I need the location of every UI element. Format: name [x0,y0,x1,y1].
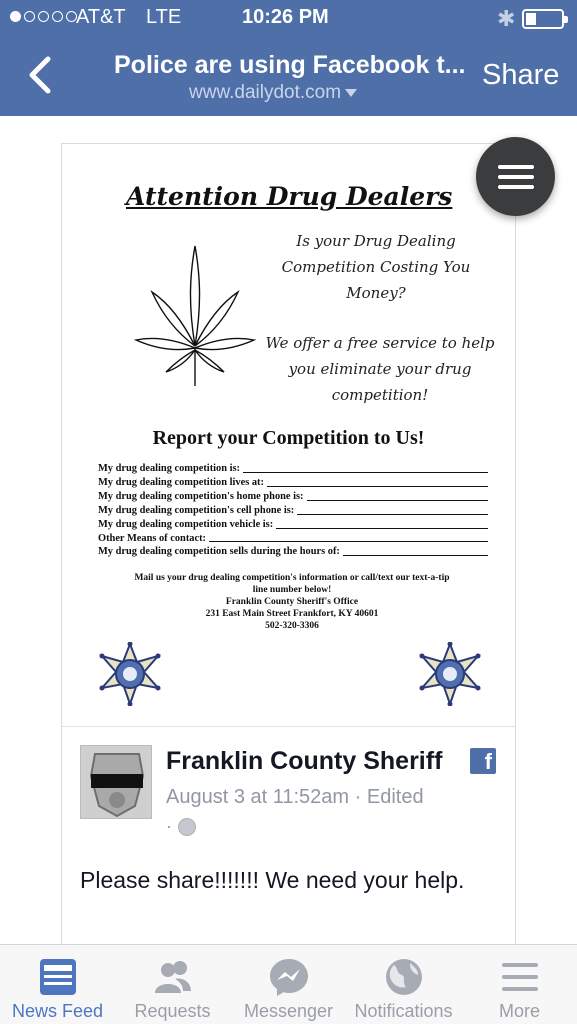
form-line [98,476,488,490]
poster-mail-line: Mail us your drug dealing competition's information or call/text our text-a-tip [134,573,450,583]
share-button[interactable]: Share [482,59,560,91]
sheriff-star-badge-icon [416,642,484,706]
poster-headline: Attention Drug Dealers [126,182,453,211]
friend-requests-icon [153,957,193,997]
poster-form [98,462,488,559]
poster-question: Is your Drug Dealing Competition Costing You Money? [281,232,471,302]
signal-strength-icon [10,11,77,22]
messenger-icon [269,957,309,997]
network-type: LTE [146,6,182,28]
carrier-name: AT&T [76,6,126,28]
post-privacy [166,816,196,837]
sheriff-star-badge-icon [96,642,164,706]
form-line-label: My drug dealing competition's home phone is: [98,490,304,502]
menu-icon [500,957,540,997]
form-line [98,462,488,476]
poster-office: Franklin County Sheriff's Office [225,597,359,607]
facebook-icon: f [470,748,496,774]
news-feed-icon [38,957,78,997]
poster-contact-block [92,572,492,632]
poster-address: 231 East Main Street Frankfort, KY 40601 [205,609,379,619]
caret-down-icon [345,89,357,97]
poster-mail-line: line number below! [252,585,332,595]
tab-label: More [498,1001,540,1021]
bluetooth-icon: ✱ [497,6,516,31]
tab-messenger[interactable] [231,945,346,1024]
battery-icon [522,9,564,29]
menu-button[interactable] [476,137,555,216]
post-card [61,143,516,963]
cannabis-leaf-icon [134,244,256,389]
sheriff-badge-photo-icon [81,746,152,819]
post-image[interactable] [62,144,515,727]
privacy-separator: · [166,816,172,836]
form-line [98,504,488,518]
bottom-tab-bar [0,944,577,1024]
form-line-label: My drug dealing competition's cell phone is: [98,504,295,516]
poster-report-heading: Report your Competition to Us! [152,427,425,449]
form-line-label: My drug dealing competition sells during the hours of: [98,546,340,558]
tab-label: Notifications [354,1001,453,1021]
tab-notifications[interactable] [346,945,461,1024]
status-time: 10:26 PM [242,6,329,28]
url-dropdown[interactable] [189,82,357,104]
hamburger-icon [498,165,534,169]
form-line [98,545,488,559]
public-globe-icon [178,818,196,836]
url-text: www.dailydot.com [189,82,342,103]
form-line-label: My drug dealing competition vehicle is: [98,518,274,530]
tab-more[interactable] [462,945,577,1024]
page-avatar[interactable] [80,745,152,819]
tab-news-feed[interactable] [0,945,115,1024]
form-line [98,518,488,532]
post-message: Please share!!!!!!! We need your help. [80,867,465,893]
back-chevron-icon[interactable] [24,55,56,95]
post-timestamp[interactable]: August 3 at 11:52am · Edited [166,786,424,808]
status-bar [0,0,577,38]
form-line-label: My drug dealing competition is: [98,463,241,474]
tab-requests[interactable] [115,945,230,1024]
form-line [98,532,488,546]
tab-label: Requests [134,1001,211,1021]
tab-label: Messenger [243,1001,334,1021]
form-line [98,490,488,504]
page-name-link[interactable]: Franklin County Sheriff [166,747,443,775]
form-line-label: My drug dealing competition lives at: [98,476,264,488]
page-title: Police are using Facebook t... [114,51,466,79]
poster-phone: 502-320-3306 [265,621,319,631]
form-line-label: Other Means of contact: [98,532,207,544]
globe-icon [384,957,424,997]
poster-offer: We offer a free service to help you eliminate your drug competition! [265,334,495,404]
top-bar [0,0,577,116]
tab-label: News Feed [11,1001,104,1021]
